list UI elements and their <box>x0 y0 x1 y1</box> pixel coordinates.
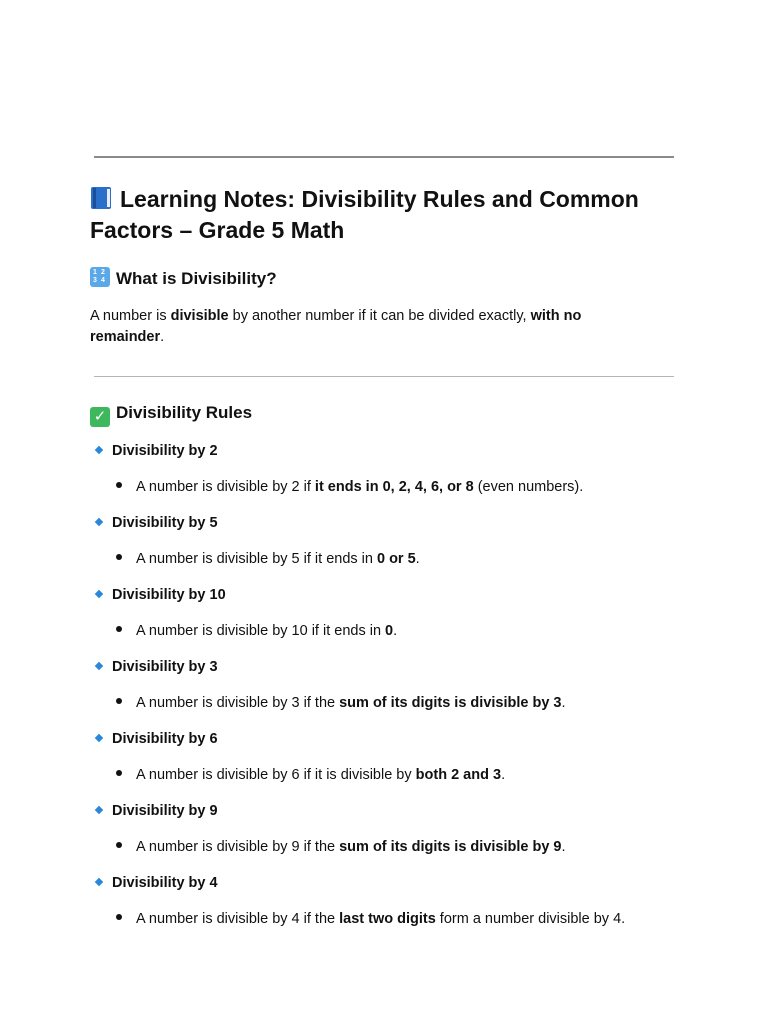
bullet-icon <box>116 914 122 920</box>
rule-heading-text: Divisibility by 9 <box>112 803 218 819</box>
bullet-icon <box>116 770 122 776</box>
text-run: (even numbers). <box>473 479 584 495</box>
rule-description <box>116 621 397 641</box>
bold-run: 0 <box>385 623 394 639</box>
diamond-bullet-icon <box>95 518 103 526</box>
diamond-bullet-icon <box>95 590 103 598</box>
rule-heading-text: Divisibility by 2 <box>112 443 218 459</box>
text-run: . <box>501 767 506 783</box>
page-title-text: Learning Notes: Divisibility Rules and Common Factors – Grade 5 Math <box>90 186 639 243</box>
top-divider <box>94 156 674 158</box>
rule-heading <box>96 873 218 893</box>
rule-heading <box>96 657 218 677</box>
rule-heading-text: Divisibility by 10 <box>112 587 226 603</box>
text-run: . <box>561 839 566 855</box>
bold-run: both 2 and 3 <box>415 767 502 783</box>
rule-description <box>116 477 583 497</box>
section-divider <box>94 376 674 377</box>
rule-heading-text: Divisibility by 3 <box>112 659 218 675</box>
rule-heading <box>96 513 218 533</box>
text-run: A number is divisible by 10 if it ends in <box>136 623 386 639</box>
section-heading-text: Divisibility Rules <box>116 403 253 422</box>
rule-heading <box>96 801 218 821</box>
text-run: by another number if it can be divided exactly, <box>228 308 531 324</box>
text-run: A number is <box>90 308 171 324</box>
bullet-icon <box>116 626 122 632</box>
bullet-icon <box>116 842 122 848</box>
bold-run: sum of its digits is divisible by 9 <box>339 839 562 855</box>
section-heading-divisibility-rules <box>90 401 252 427</box>
bullet-icon <box>116 698 122 704</box>
bold-run: sum of its digits is divisible by 3 <box>339 695 562 711</box>
rule-heading <box>96 585 226 605</box>
rule-heading-text: Divisibility by 6 <box>112 731 218 747</box>
text-run: . <box>561 695 566 711</box>
bold-run: with no remainder <box>90 308 582 345</box>
section-heading-what-is-divisibility <box>90 267 277 291</box>
text-run: A number is divisible by 6 if it is divisible by <box>136 767 416 783</box>
diamond-bullet-icon <box>95 446 103 454</box>
rule-description <box>116 549 420 569</box>
bullet-icon <box>116 482 122 488</box>
page-title <box>90 184 690 246</box>
rule-heading-text: Divisibility by 4 <box>112 875 218 891</box>
bullet-icon <box>116 554 122 560</box>
blue-book-icon <box>90 186 112 210</box>
diamond-bullet-icon <box>95 878 103 886</box>
rule-heading <box>96 729 218 749</box>
rule-description <box>116 693 566 713</box>
input-numbers-icon: 1 2 3 4 <box>90 267 110 287</box>
rule-description <box>116 837 566 857</box>
text-run: A number is divisible by 2 if <box>136 479 315 495</box>
rule-heading <box>96 441 218 461</box>
check-mark-icon: ✓ <box>90 407 110 427</box>
text-run: A number is divisible by 9 if the <box>136 839 340 855</box>
bold-run: last two digits <box>339 911 436 927</box>
rule-heading-text: Divisibility by 5 <box>112 515 218 531</box>
rule-description <box>116 765 505 785</box>
text-run: A number is divisible by 3 if the <box>136 695 340 711</box>
text-run: . <box>415 551 420 567</box>
text-run: form a number divisible by 4. <box>435 911 626 927</box>
section-heading-text: What is Divisibility? <box>116 269 277 288</box>
divisibility-definition <box>90 306 650 348</box>
text-run: . <box>393 623 398 639</box>
rule-description <box>116 909 625 929</box>
diamond-bullet-icon <box>95 662 103 670</box>
text-run: A number is divisible by 5 if it ends in <box>136 551 377 567</box>
bold-run: it ends in 0, 2, 4, 6, or 8 <box>314 479 474 495</box>
diamond-bullet-icon <box>95 806 103 814</box>
text-run: . <box>160 329 165 345</box>
text-run: A number is divisible by 4 if the <box>136 911 340 927</box>
diamond-bullet-icon <box>95 734 103 742</box>
bold-run: divisible <box>170 308 229 324</box>
bold-run: 0 or 5 <box>376 551 416 567</box>
